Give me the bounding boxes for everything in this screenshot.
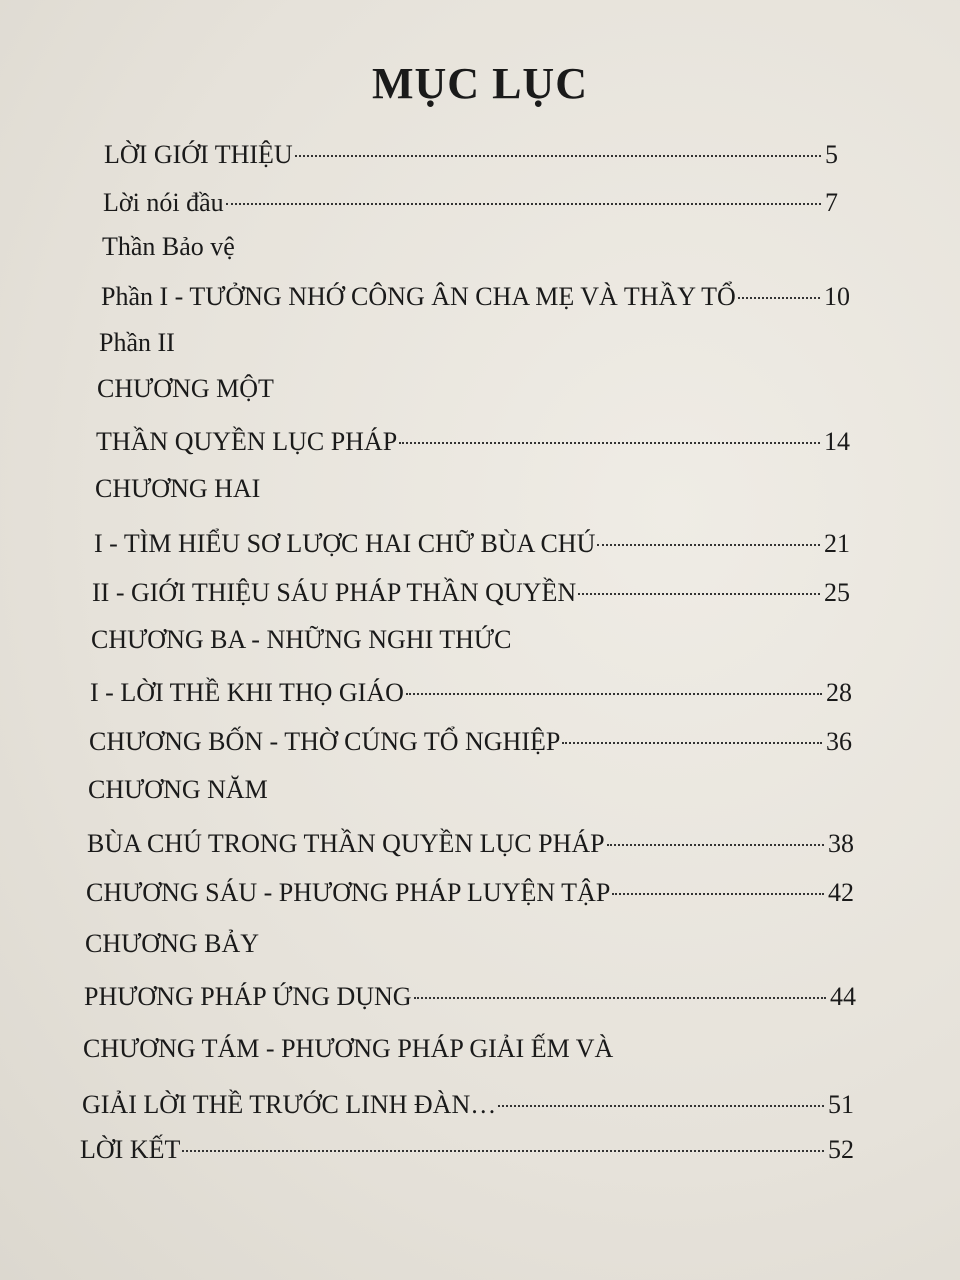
dot-leader (226, 203, 821, 205)
toc-entry (102, 230, 235, 264)
toc-entry-title: LỜI KẾT (80, 1135, 181, 1164)
toc-entry-title: CHƯƠNG HAI (95, 474, 261, 503)
toc-entry-page: 44 (830, 982, 856, 1011)
dot-leader (182, 1150, 824, 1152)
toc-entry (85, 927, 259, 961)
toc-entry-page: 28 (826, 678, 852, 707)
toc-entry-page: 36 (826, 727, 852, 756)
toc-entry (90, 676, 852, 710)
dot-leader (406, 693, 822, 695)
toc-entry-page: 51 (828, 1090, 854, 1119)
toc-entry-title: Phần I - TƯỞNG NHỚ CÔNG ÂN CHA MẸ VÀ THẦY TỔ (101, 282, 736, 311)
dot-leader (295, 155, 821, 157)
dot-leader (738, 297, 820, 299)
toc-entry-title: CHƯƠNG BỐN - THỜ CÚNG TỔ NGHIỆP (89, 727, 561, 756)
page-title: MỤC LỤC (372, 59, 588, 108)
dot-leader (399, 442, 820, 444)
toc-entry-title: GIẢI LỜI THỀ TRƯỚC LINH ĐÀN… (82, 1090, 497, 1119)
toc-entry (87, 827, 854, 861)
toc-entry (91, 623, 511, 657)
toc-entry-page: 42 (828, 878, 854, 907)
toc-entry (97, 372, 274, 406)
toc-entry-title: CHƯƠNG BA - NHỮNG NGHI THỨC (91, 625, 512, 654)
toc-entry-title: I - LỜI THỀ KHI THỌ GIÁO (90, 678, 404, 707)
dot-leader (562, 742, 822, 744)
toc-entry-title: CHƯƠNG MỘT (97, 374, 274, 403)
toc-entry-title: I - TÌM HIỂU SƠ LƯỢC HAI CHỮ BÙA CHÚ (94, 529, 596, 558)
toc-entry (96, 425, 850, 459)
toc-entry (86, 876, 854, 910)
toc-entry-page: 38 (828, 829, 854, 858)
dot-leader (414, 997, 826, 999)
toc-entry-page: 21 (824, 529, 850, 558)
toc-entry-title: PHƯƠNG PHÁP ỨNG DỤNG (84, 982, 412, 1011)
toc-entry-title: Lời nói đầu (103, 188, 224, 217)
toc-entry (94, 527, 850, 561)
dot-leader (597, 544, 820, 546)
toc-entry-page: 52 (828, 1135, 854, 1164)
toc-entry-title: Phần II (99, 328, 175, 357)
dot-leader (612, 893, 824, 895)
toc-entry-page: 25 (824, 578, 850, 607)
dot-leader (578, 593, 820, 595)
toc-entry (99, 326, 175, 360)
toc-entry (103, 186, 838, 220)
toc-entry-title: LỜI GIỚI THIỆU (104, 140, 293, 169)
toc-entry (101, 280, 850, 314)
dot-leader (607, 844, 824, 846)
toc-entry (89, 725, 852, 759)
toc-entry (95, 472, 260, 506)
toc-entry-title: BÙA CHÚ TRONG THẦN QUYỀN LỤC PHÁP (87, 829, 605, 858)
toc-entry (92, 576, 850, 610)
toc-entry (83, 1032, 613, 1066)
toc-entry-title: CHƯƠNG BẢY (85, 929, 260, 958)
toc-entry (88, 773, 268, 807)
toc-entry-title: CHƯƠNG TÁM - PHƯƠNG PHÁP GIẢI ẾM VÀ (83, 1034, 614, 1063)
toc-entry-title: THẦN QUYỀN LỤC PHÁP (96, 427, 398, 456)
toc-entry-title: CHƯƠNG SÁU - PHƯƠNG PHÁP LUYỆN TẬP (86, 878, 611, 907)
toc-entry (104, 138, 838, 172)
toc-entry-title: Thần Bảo vệ (102, 232, 235, 261)
toc-entry (82, 1088, 854, 1122)
toc-entry (84, 980, 856, 1014)
toc-entry-title: CHƯƠNG NĂM (88, 775, 268, 804)
toc-entry-page: 10 (824, 282, 850, 311)
toc-entry-page: 7 (825, 188, 838, 217)
toc-entry-title: II - GIỚI THIỆU SÁU PHÁP THẦN QUYỀN (92, 578, 577, 607)
toc-entry-page: 14 (824, 427, 850, 456)
dot-leader (498, 1105, 824, 1107)
toc-entry (80, 1133, 854, 1167)
toc-entry-page: 5 (825, 140, 838, 169)
